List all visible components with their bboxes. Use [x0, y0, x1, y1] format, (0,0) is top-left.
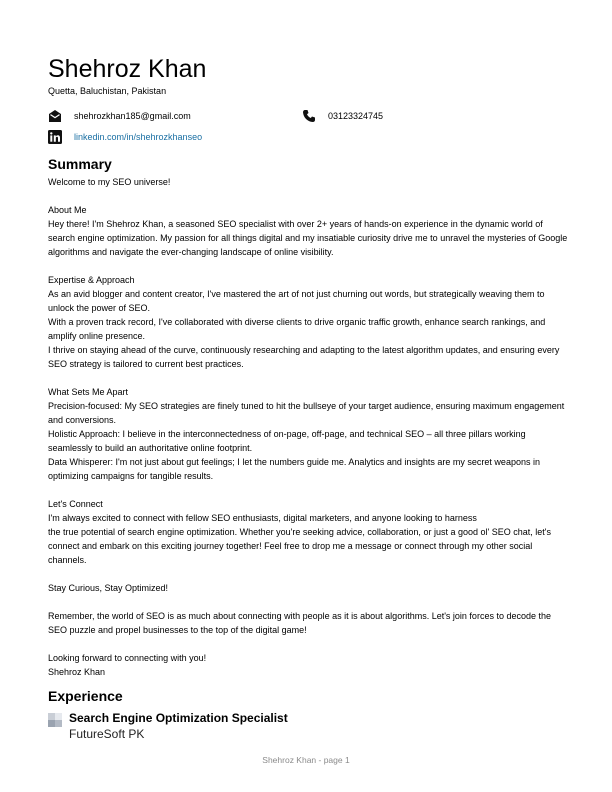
summary-paragraph: About Me Hey there! I'm Shehroz Khan, a seasoned SEO specialist with over 2+ years of hands-on experience in the dynamic world of search engine optimization. My passion for all things digital and my insatiable curiosity drive me to unravel the mysteries of Google algorithms and navigate the ever-changing landscape of online visibility. [48, 205, 568, 257]
summary-body [48, 175, 568, 679]
phone-text[interactable]: 03123324745 [328, 111, 384, 121]
page-footer: Shehroz Khan - page 1 [262, 755, 350, 765]
summary-paragraph: Let's Connect I'm always excited to connect with fellow SEO enthusiasts, digital marketers, and anyone looking to harness the true potential of search engine optimization. Whether you're seeking advice, collaboration, or just a good ol' SEO chat, let's connect and embark on this exciting journey together! Feel free to drop me a message or connect through my other social channels. [48, 499, 551, 565]
linkedin-link[interactable]: linkedin.com/in/shehrozkhanseo [74, 132, 203, 142]
paragraph-gap [48, 567, 568, 581]
summary-paragraph: What Sets Me Apart Precision-focused: My SEO strategies are finely tuned to hit the bullseye of your target audience, ensuring maximum engagement and conversions. Holistic Approach: I believe in the interconnectedness of on-page, off-page, and technical SEO – all three pillars working seamlessly to build an authoritative online footprint. Data Whisperer: I'm not just about gut feelings; I let the numbers guide me. Analytics and insights are my secret weapons in optimizing campaigns for tangible results. [48, 387, 565, 481]
summary-paragraph: Looking forward to connecting with you! Shehroz Khan [48, 653, 207, 677]
email-text[interactable]: shehrozkhan185@gmail.com [74, 111, 191, 121]
summary-paragraph: Welcome to my SEO universe! [48, 177, 171, 187]
paragraph-gap [48, 483, 568, 497]
email-contact [48, 109, 191, 123]
phone-contact [302, 109, 383, 123]
company-logo-icon [48, 713, 62, 727]
linkedin-contact [48, 130, 202, 144]
summary-heading: Summary [48, 156, 112, 172]
experience-heading: Experience [48, 688, 123, 704]
paragraph-gap [48, 189, 568, 203]
summary-paragraph: Stay Curious, Stay Optimized! [48, 583, 169, 593]
job-title: Search Engine Optimization Specialist [69, 711, 288, 725]
job-entry [48, 711, 288, 742]
paragraph-gap [48, 595, 568, 609]
job-company: FutureSoft PK [69, 727, 145, 741]
job-details [69, 711, 288, 742]
summary-paragraph: Expertise & Approach As an avid blogger and content creator, I've mastered the art of not just churning out words, but strategically weaving them to unlock the power of SEO. With a proven track record, I've collaborated with diverse clients to drive organic traffic growth, enhance search rankings, and amplify online presence. I thrive on staying ahead of the curve, continuously researching and adapting to the latest algorithm updates, and ensuring every SEO strategy is tailored to current best practices. [48, 275, 560, 369]
summary-paragraph: Remember, the world of SEO is as much about connecting with people as it is about algorithms. Let's join forces to decode the SEO puzzle and propel businesses to the top of the digital game! [48, 611, 551, 635]
paragraph-gap [48, 371, 568, 385]
candidate-name: Shehroz Khan [48, 55, 207, 83]
phone-icon [302, 109, 316, 123]
paragraph-gap [48, 637, 568, 651]
envelope-icon [48, 109, 62, 123]
linkedin-icon [48, 130, 62, 144]
paragraph-gap [48, 259, 568, 273]
candidate-location: Quetta, Baluchistan, Pakistan [48, 86, 167, 96]
